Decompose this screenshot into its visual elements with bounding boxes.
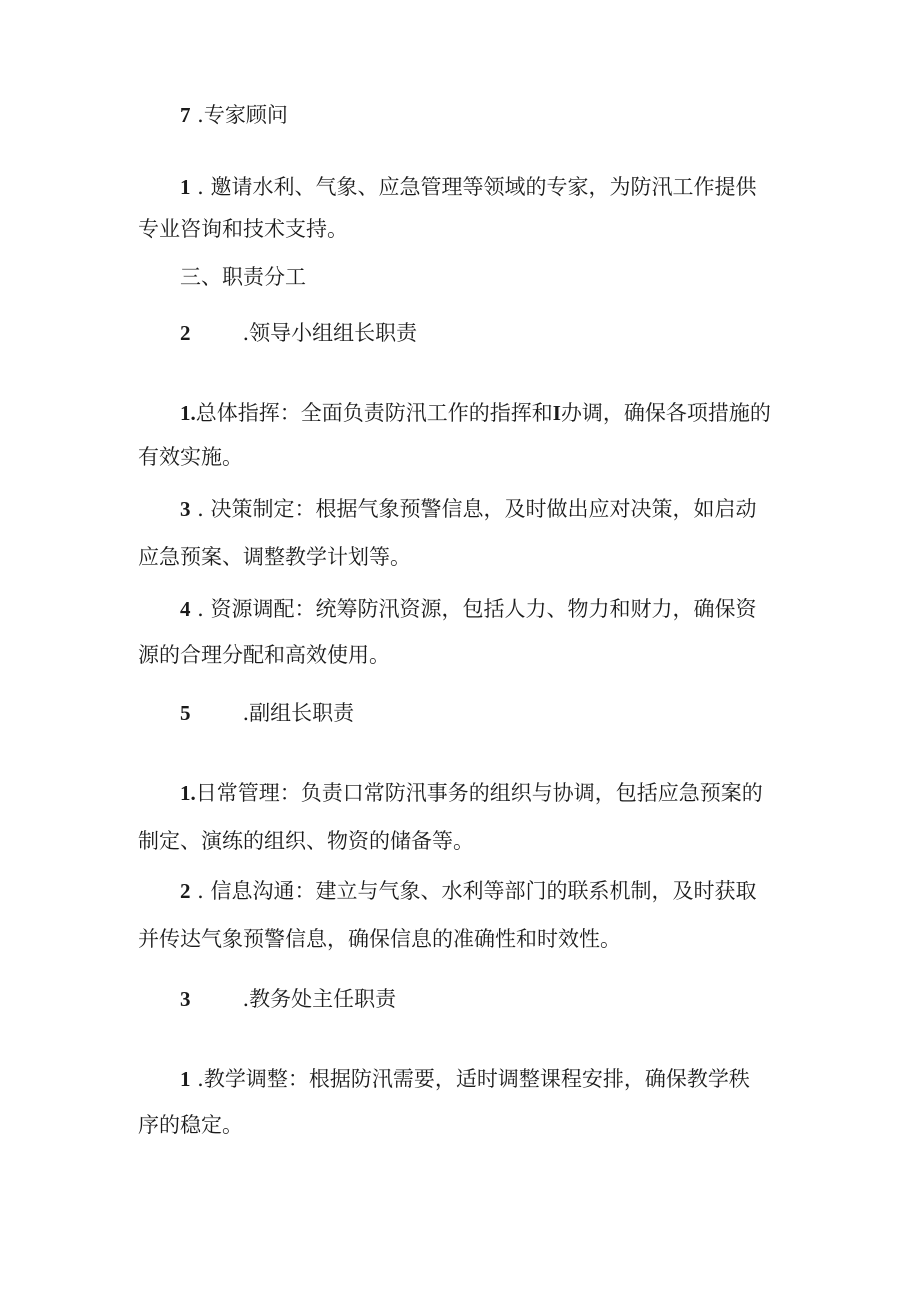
stray-character: I: [552, 401, 561, 425]
paragraph-line: 制定、演练的组织、物资的储备等。: [138, 829, 474, 853]
paragraph-line: 应急预案、调整教学计划等。: [138, 545, 411, 569]
section-heading-academic-director: [180, 984, 396, 1014]
section-title: .教务处主任职责: [242, 987, 397, 1011]
item-number: 1.: [180, 401, 196, 425]
section-heading-leader: [180, 318, 417, 348]
section-number: 7: [180, 103, 191, 127]
paragraph-line: [180, 398, 771, 428]
paragraph-line: [180, 172, 757, 202]
paragraph-line: 专业咨询和技术支持。: [138, 217, 348, 241]
paragraph-line: 有效实施。: [138, 445, 243, 469]
section-number: 2: [180, 321, 191, 345]
section-number: 5: [180, 701, 191, 725]
paragraph-line: [180, 494, 757, 524]
paragraph-text: 日常管理：负责口常防汛事务的组织与协调，包括应急预案的: [195, 781, 763, 805]
paragraph-text: . 资源调配：统筹防汛资源，包括人力、物力和财力，确保资: [190, 597, 757, 621]
paragraph-text: 办调，确保各项措施的: [560, 401, 771, 425]
section-title: .副组长职责: [242, 701, 355, 725]
paragraph-line: [180, 1064, 750, 1094]
chapter-heading: 三、职责分工: [180, 265, 306, 289]
paragraph-text: 总体指挥：全面负责防汛工作的指挥和: [195, 401, 553, 425]
paragraph-line: [180, 876, 757, 906]
item-number: 1: [180, 175, 191, 199]
item-number: 1.: [180, 781, 196, 805]
paragraph-text: .教学调整：根据防汛需要，适时调整课程安排，确保教学秩: [190, 1067, 750, 1091]
section-title: .专家顾问: [190, 103, 288, 127]
paragraph-line: 序的稳定。: [138, 1113, 243, 1137]
paragraph-text: . 决策制定：根据气象预警信息，及时做出应对决策，如启动: [190, 497, 757, 521]
section-heading-expert-advisor: [180, 100, 288, 130]
paragraph-text: . 邀请水利、气象、应急管理等领域的专家，为防汛工作提供: [190, 175, 757, 199]
paragraph-line: 源的合理分配和高效使用。: [138, 643, 390, 667]
section-heading-deputy-leader: [180, 698, 354, 728]
item-number: 4: [180, 597, 191, 621]
paragraph-text: . 信息沟通：建立与气象、水利等部门的联系机制，及时获取: [190, 879, 757, 903]
section-title: .领导小组组长职责: [242, 321, 418, 345]
item-number: 3: [180, 497, 191, 521]
paragraph-line: [180, 778, 763, 808]
section-number: 3: [180, 987, 191, 1011]
paragraph-line: [180, 594, 757, 624]
item-number: 1: [180, 1067, 191, 1091]
paragraph-line: 并传达气象预警信息，确保信息的准确性和时效性。: [138, 927, 621, 951]
item-number: 2: [180, 879, 191, 903]
